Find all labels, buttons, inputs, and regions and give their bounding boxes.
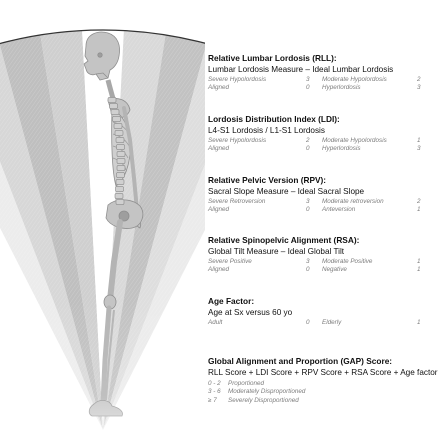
rll-title: Relative Lumbar Lordosis (RLL): — [208, 53, 337, 63]
vertebra — [117, 165, 125, 170]
score-label: Elderly — [322, 318, 342, 326]
score-label: Severe Positive — [208, 257, 252, 265]
score-label: Aligned — [208, 144, 230, 152]
ldi-title: Lordosis Distribution Index (LDI): — [208, 114, 340, 124]
vertebra — [116, 199, 124, 204]
score-value: 0 — [306, 318, 310, 326]
score-value: 2 — [417, 197, 421, 205]
score-value: 3 — [306, 197, 310, 205]
rpv-title: Relative Pelvic Version (RPV): — [208, 175, 327, 185]
score-value: 0 — [306, 265, 310, 273]
rsa-score-table — [208, 258, 440, 274]
vertebra — [117, 172, 125, 177]
score-label: Moderate Hypolordosis — [322, 136, 387, 144]
score-value: 2 — [417, 75, 421, 83]
score-label: Moderate Hypolordosis — [322, 75, 387, 83]
vertebra — [117, 158, 125, 163]
vertebra — [116, 179, 124, 184]
score-label: Severe Hypolordosis — [208, 75, 267, 83]
score-label: Adult — [208, 318, 223, 326]
spine-alignment-figure — [0, 0, 205, 437]
rpv-score-table — [208, 198, 440, 214]
vertebra — [117, 151, 125, 156]
vertebra — [117, 144, 125, 149]
age-title: Age Factor: — [208, 296, 255, 306]
score-label: Aligned — [208, 265, 230, 273]
rll-formula: Lumbar Lordosis Measure – Ideal Lumbar Lordosis — [208, 65, 394, 74]
score-value: 3 — [417, 83, 421, 91]
score-label: Hyperlordosis — [322, 144, 361, 152]
fan-fade — [0, 300, 205, 437]
ldi-score-table — [208, 137, 440, 153]
rsa-section — [208, 235, 440, 274]
score-value: 3 — [417, 144, 421, 152]
score-label: Aligned — [208, 205, 230, 213]
rsa-formula: Global Tilt Measure – Ideal Global Tilt — [208, 247, 345, 256]
rll-section — [208, 53, 440, 92]
vertebra — [114, 123, 122, 128]
gap-range: 0 - 2 — [208, 380, 221, 387]
vertebra — [115, 193, 123, 198]
vertebra — [110, 103, 118, 108]
rsa-title: Relative Spinopelvic Alignment (RSA): — [208, 235, 360, 245]
vertebra — [116, 186, 124, 191]
rpv-section — [208, 175, 440, 214]
gap-formula: RLL Score + LDI Score + RPV Score + RSA Score + Age factor — [208, 368, 438, 377]
ldi-formula: L4-S1 Lordosis / L1-S1 Lordosis — [208, 126, 325, 135]
gap-range-label: Proportioned — [228, 380, 265, 387]
age-formula: Age at Sx versus 60 yo — [208, 308, 293, 317]
vertebra — [113, 116, 121, 121]
ldi-section — [208, 114, 440, 153]
vertebra — [115, 130, 123, 135]
rpv-formula: Sacral Slope Measure – Ideal Sacral Slope — [208, 187, 365, 196]
score-label: Anteversion — [322, 205, 356, 213]
gap-range-label: Severely Disproportioned — [228, 396, 299, 404]
gap-range-label: Moderately Disproportioned — [228, 388, 306, 396]
score-value: 0 — [306, 83, 310, 91]
gap-range: 3 - 6 — [208, 388, 221, 396]
score-value: 0 — [306, 144, 310, 152]
score-value: 1 — [417, 257, 421, 265]
score-value: 1 — [417, 205, 421, 213]
score-label: Severe Retroversion — [208, 197, 266, 205]
gap-range: ≥ 7 — [208, 396, 217, 404]
score-value: 3 — [306, 75, 310, 83]
score-label: Negative — [322, 265, 347, 273]
age-score-table — [208, 319, 440, 327]
score-value: 1 — [417, 136, 421, 144]
score-label: Severe Hypolordosis — [208, 136, 267, 144]
score-value: 2 — [306, 136, 310, 144]
vertebra — [111, 109, 119, 114]
score-value: 3 — [306, 257, 310, 265]
age-section — [208, 296, 440, 327]
score-value: 1 — [417, 265, 421, 273]
score-label: Hyperlordosis — [322, 83, 361, 91]
score-value: 1 — [417, 318, 421, 326]
gap-section — [208, 356, 440, 405]
rll-score-table — [208, 76, 440, 92]
vertebra — [116, 137, 124, 142]
score-label: Moderate retroversion — [322, 197, 384, 205]
gap-title: Global Alignment and Proportion (GAP) Score: — [208, 356, 393, 366]
score-label: Aligned — [208, 83, 230, 91]
score-label: Moderate Positive — [322, 257, 373, 265]
score-value: 0 — [306, 205, 310, 213]
vertebra — [108, 97, 116, 102]
gap-score-table — [208, 380, 440, 405]
